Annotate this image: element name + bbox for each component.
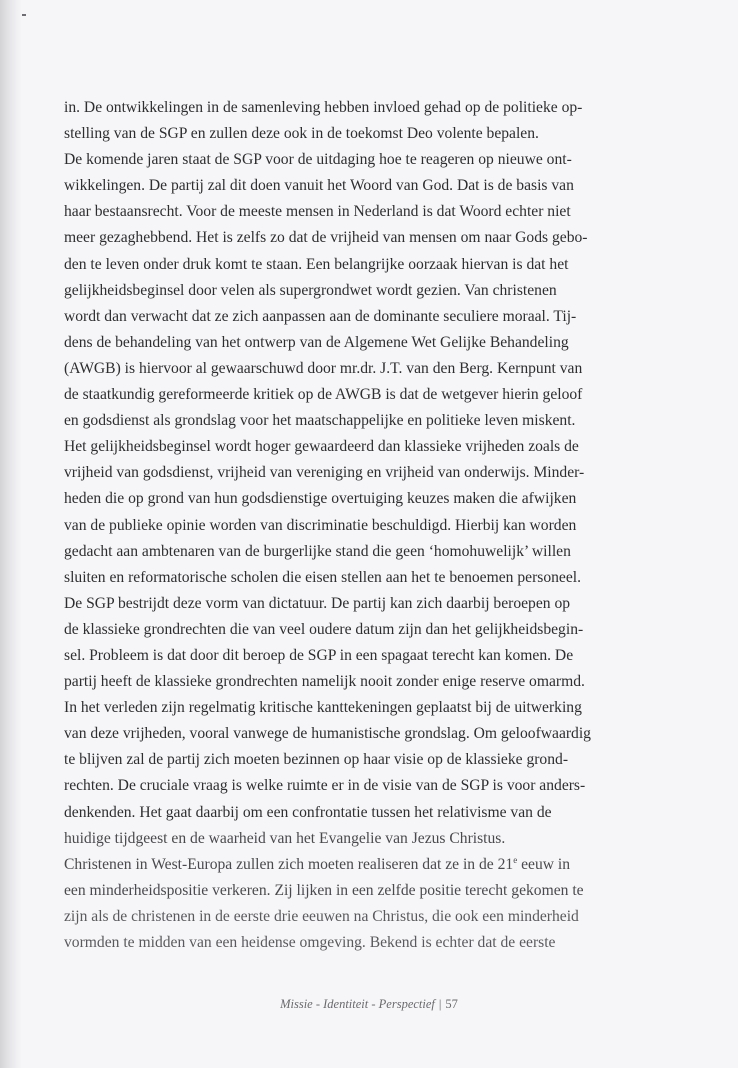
text-line: sel. Probleem is dat door dit beroep de SGP in een spagaat terecht kan komen. De — [64, 646, 574, 664]
text-line — [64, 852, 676, 878]
text-line: sluiten en reformatorische scholen die eisen stellen aan het te benoemen personeel. — [64, 568, 581, 586]
text-line: Het gelijkheidsbeginsel wordt hoger gewaardeerd dan klassieke vrijheden zoals de — [64, 438, 579, 456]
text-line: de staatkundig gereformeerde kritiek op de AWGB is dat de wetgever hierin geloof — [64, 386, 583, 404]
body-text — [64, 95, 676, 956]
text-line: wordt dan verwacht dat ze zich aanpassen aan de dominante seculiere moraal. Tij- — [64, 307, 577, 325]
text-line: van deze vrijheden, vooral vanwege de humanistische grondslag. Om geloofwaardig — [64, 725, 591, 743]
text-line: vrijheid van godsdienst, vrijheid van vereniging en vrijheid van onderwijs. Minder- — [64, 464, 585, 482]
footer-separator: | — [438, 997, 442, 1011]
text-line: zijn als de christenen in de eerste drie eeuwen na Christus, die ook een minderheid — [64, 907, 579, 925]
text-line: wikkelingen. De partij zal dit doen vanuit het Woord van God. Dat is de basis van — [64, 177, 574, 195]
running-title: Missie - Identiteit - Perspectief — [280, 997, 435, 1011]
text-line: huidige tijdgeest en de waarheid van het Evangelie van Jezus Christus. — [64, 829, 506, 847]
text-line: te blijven zal de partij zich moeten bezinnen op haar visie op de klassieke grond- — [64, 751, 569, 769]
text-line: den te leven onder druk komt te staan. Een belangrijke oorzaak hiervan is dat het — [64, 255, 569, 273]
text-line: De SGP bestrijdt deze vorm van dictatuur. De partij kan zich daarbij beroepen op — [64, 594, 571, 612]
text-line: een minderheidspositie verkeren. Zij lijken in een zelfde positie terecht gekomen te — [64, 881, 584, 899]
text-line: In het verleden zijn regelmatig kritische kanttekeningen geplaatst bij de uitwerking — [64, 699, 582, 717]
page-number: 57 — [445, 997, 458, 1011]
text-line: gelijkheidsbeginsel door velen als supergrondwet wordt gezien. Van christenen — [64, 281, 557, 299]
text-line: en godsdienst als grondslag voor het maatschappelijke en politieke leven miskent. — [64, 412, 576, 430]
text-line: heden die op grond van hun godsdienstige overtuiging keuzes maken die afwijken — [64, 490, 577, 508]
text-line: stelling van de SGP en zullen deze ook in de toekomst Deo volente bepalen. — [64, 125, 539, 143]
text-line: in. De ontwikkelingen in de samenleving hebben invloed gehad op de politieke op- — [64, 99, 583, 116]
spine-mark — [22, 14, 26, 16]
ordinal-superscript: e — [513, 854, 518, 865]
text-line: de klassieke grondrechten die van veel oudere datum zijn dan het gelijkheidsbegin- — [64, 620, 584, 638]
text-line: gedacht aan ambtenaren van de burgerlijke stand die geen ‘homohuwelijk’ willen — [64, 542, 571, 560]
page-footer — [0, 997, 738, 1012]
text-line-tail: eeuw in — [517, 855, 571, 873]
spine-shadow — [0, 0, 22, 1068]
text-line: partij heeft de klassieke grondrechten namelijk nooit zonder enige reserve omarmd. — [64, 673, 585, 691]
text-line: De komende jaren staat de SGP voor de uitdaging hoe te reageren op nieuwe ont- — [64, 151, 572, 169]
text-line: dens de behandeling van het ontwerp van de Algemene Wet Gelijke Behandeling — [64, 333, 569, 351]
text-line: rechten. De cruciale vraag is welke ruimte er in de visie van de SGP is voor anders- — [64, 777, 586, 795]
text-line-main: Christenen in West-Europa zullen zich moeten realiseren dat ze in de 21 — [64, 855, 514, 873]
text-line: vormden te midden van een heidense omgeving. Bekend is echter dat de eerste — [64, 934, 556, 951]
text-line: haar bestaansrecht. Voor de meeste mensen in Nederland is dat Woord echter niet — [64, 203, 571, 221]
text-line: van de publieke opinie worden van discriminatie beschuldigd. Hierbij kan worden — [64, 516, 577, 534]
text-line: meer gezaghebbend. Het is zelfs zo dat de vrijheid van mensen om naar Gods gebo- — [64, 229, 588, 247]
text-line: (AWGB) is hiervoor al gewaarschuwd door mr.dr. J.T. van den Berg. Kernpunt van — [64, 359, 583, 377]
text-line: denkenden. Het gaat daarbij om een confrontatie tussen het relativisme van de — [64, 803, 552, 821]
